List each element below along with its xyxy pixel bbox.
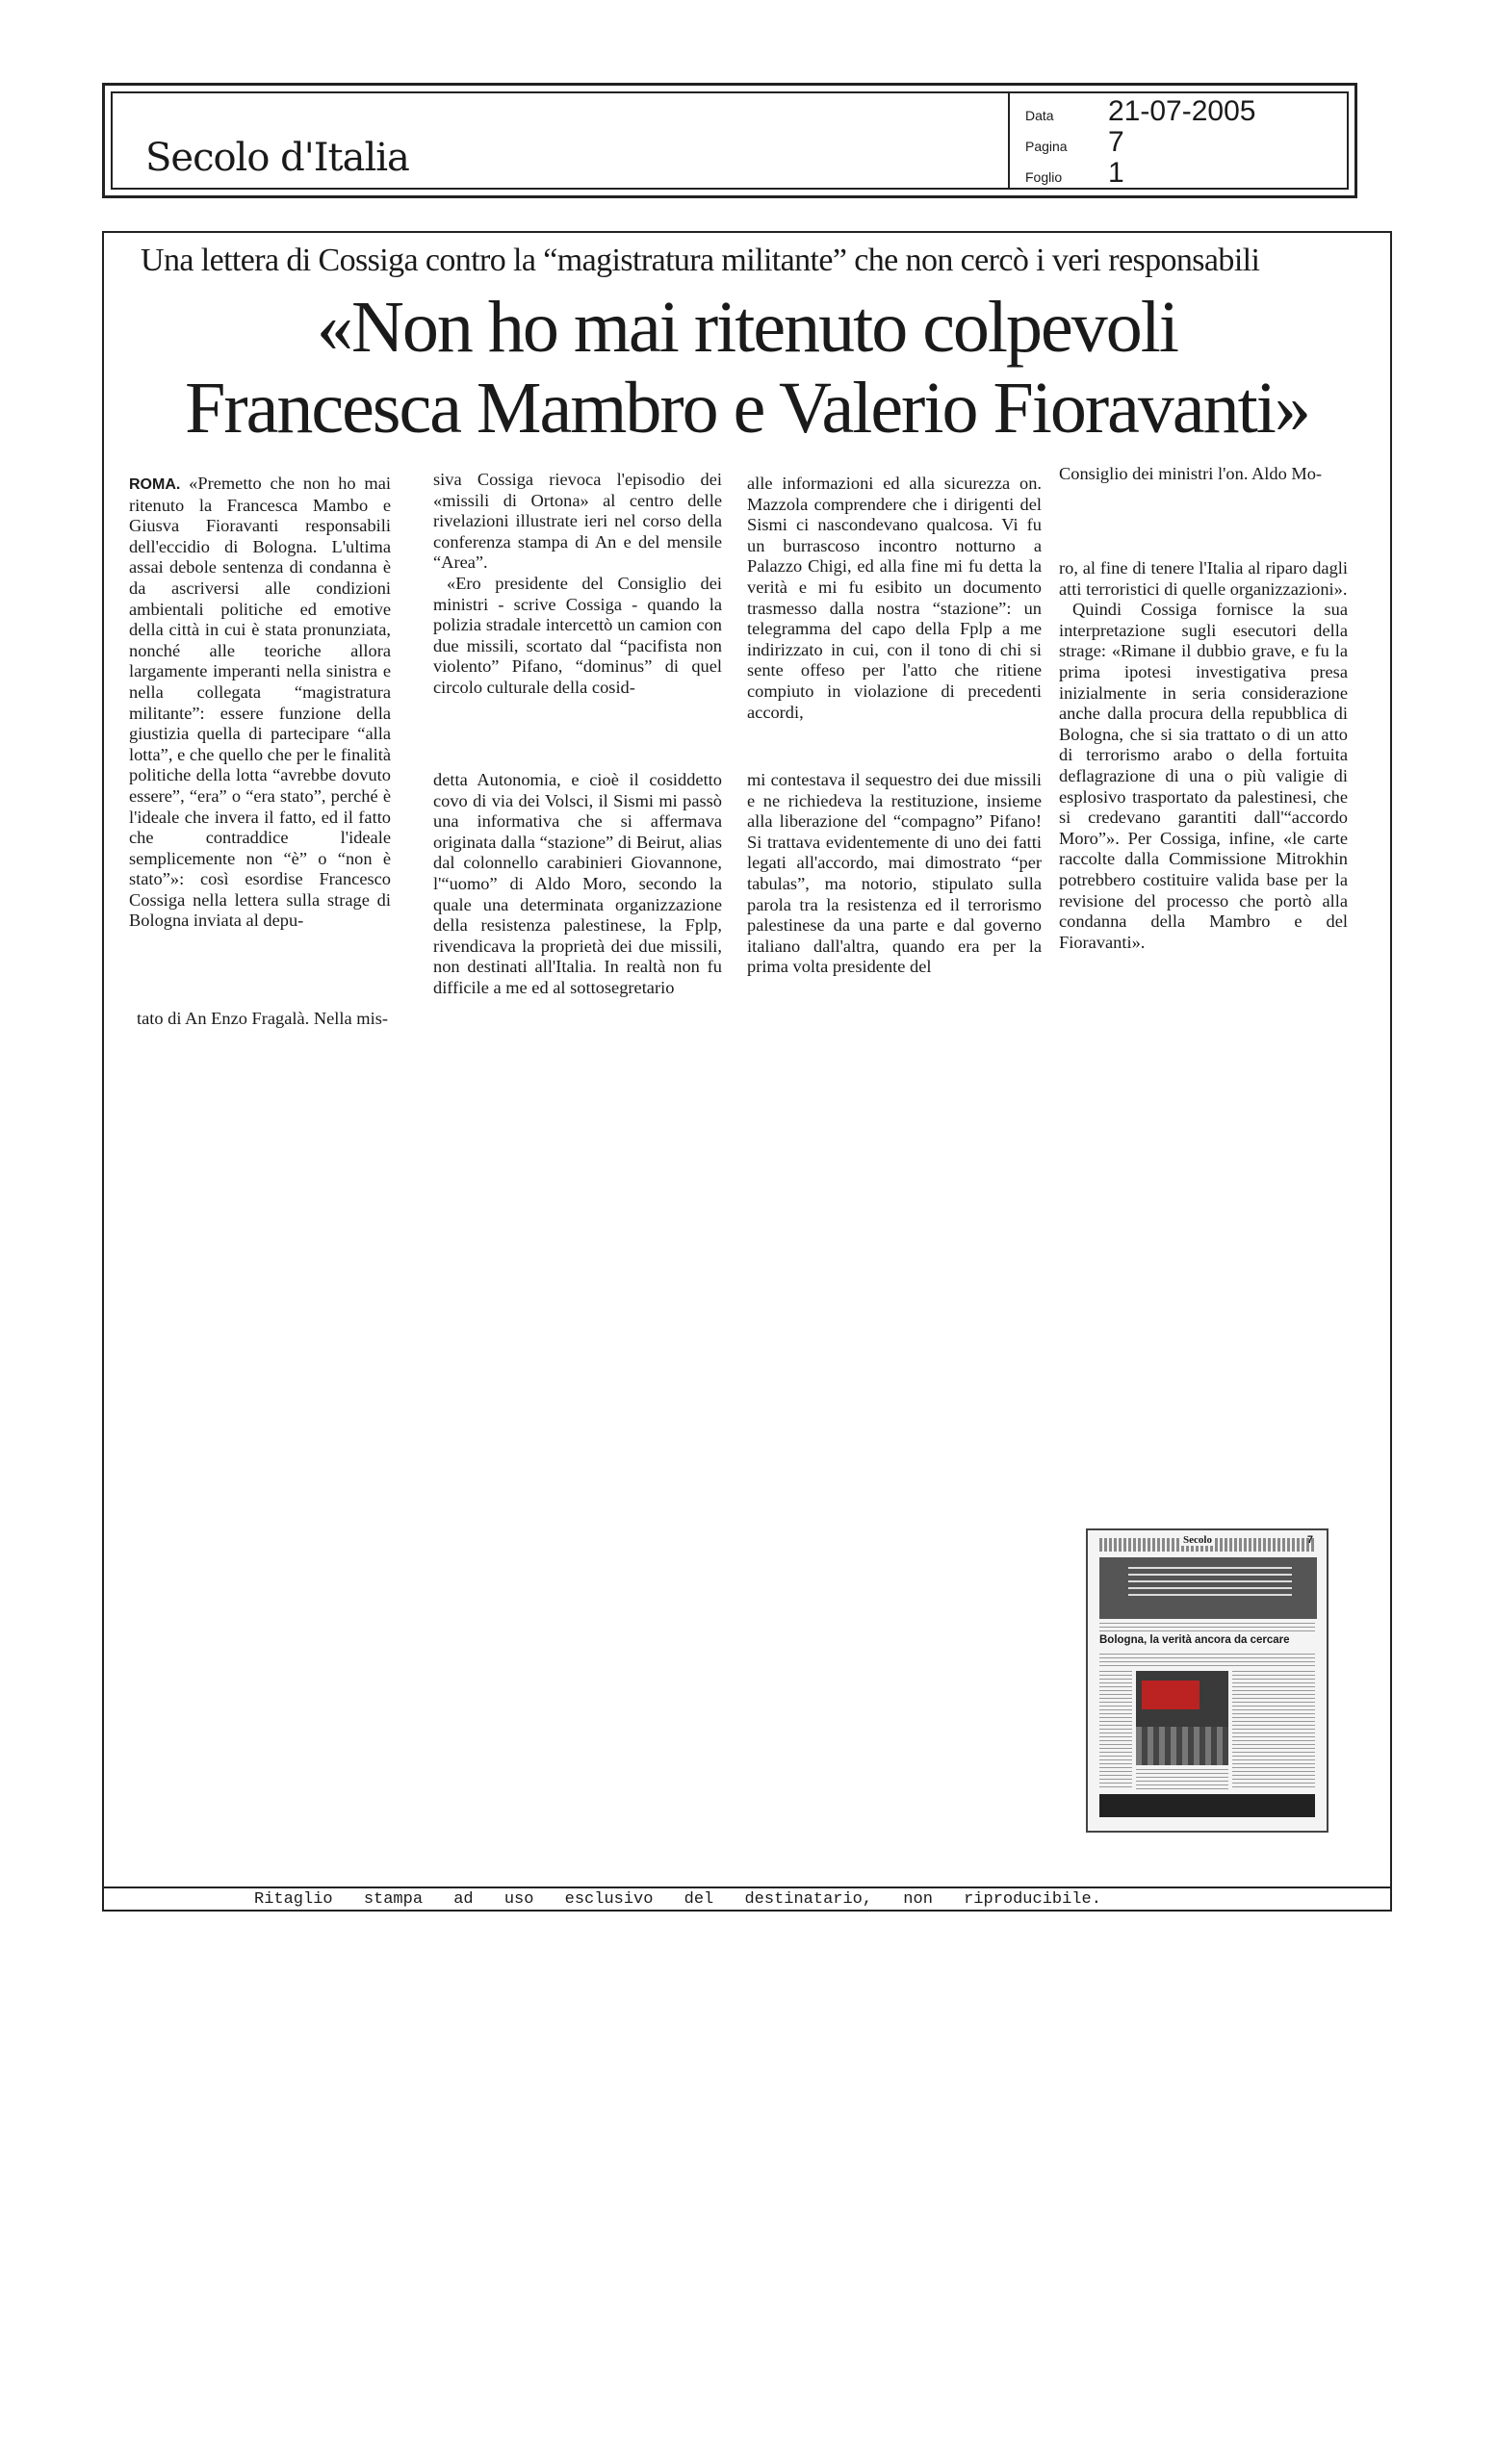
thumbnail-text-block (1232, 1671, 1315, 1790)
header-inner-frame (111, 91, 1349, 190)
column-2-para-2: «Ero presidente del Consiglio dei ministri - scrive Cossiga - quando la polizia stradale intercettò un camion con due missili, scortato dal “pacifista non violento” Pifano, “dominus” di quel circolo culturale della cosid- (433, 573, 722, 697)
meta-page-row (1025, 126, 1124, 159)
thumbnail-text-block (1099, 1623, 1315, 1632)
thumbnail-page-number: 7 (1306, 1534, 1313, 1546)
header-box (102, 83, 1357, 198)
article-column-4 (1059, 464, 1348, 485)
thumbnail-masthead: Secolo (1180, 1534, 1215, 1546)
column-4-para-1: ro, al fine di tenere l'Italia al riparo dagli atti terroristici di quelle organizzazioni». (1059, 558, 1348, 599)
page-thumbnail (1086, 1528, 1328, 1833)
article-column-1-continuation: tato di An Enzo Fragalà. Nella mis- (137, 1009, 388, 1028)
headline-line-2: Francesca Mambro e Valerio Fioravanti» (185, 368, 1309, 449)
meta-sheet-row (1025, 157, 1124, 190)
article-column-3: alle informazioni ed alla sicurezza on. Mazzola comprendere che i dirigenti del Sismi ci nascondevano qualcosa. Vi fu un burrascoso incontro notturno a Palazzo Chigi, ed alla fine mi fu detta la verità e mi fu esibito un documento trasmesso dalla nostra “stazione”: un telegramma del capo della Fplp a me indirizzato in cui, con il tono di chi si sente offeso per l'atto che ritiene compiuto in violazione di precedenti accordi, (747, 474, 1042, 722)
column-4-para-2: Quindi Cossiga fornisce la sua interpretazione sugli esecutori della strage: «Rimane il dubbio grave, e fu la prima ipotesi investigativa presa inizialmente in seria considerazione anche dalla procura della repubblica di Bologna, che si sia trattato o di un atto di terrorismo arabo o della fortuita deflagrazione di una o più valigie di esplosivo trasportato da palestinesi, che si credevano garantiti dall'“accordo Moro”». Per Cossiga, infine, «le carte raccolte dalla Commissione Mitrokhin potrebbero costituire valida base per la revisione del processo che portò alla condanna della Mambro e del Fioravanti». (1059, 600, 1348, 952)
thumbnail-text-block (1136, 1769, 1228, 1790)
meta-date-label: Data (1025, 108, 1054, 123)
reproduction-notice: Ritaglio stampa ad uso esclusivo del destinatario, non riproducibile. (254, 1890, 1101, 1909)
thumbnail-photo-scene (1136, 1727, 1228, 1765)
thumbnail-headline: Bologna, la verità ancora da cercare (1099, 1634, 1290, 1646)
meta-page-value: 7 (1108, 126, 1124, 158)
newspaper-masthead: Secolo d'Italia (145, 136, 409, 180)
thumbnail-text-block (1099, 1654, 1315, 1667)
thumbnail-photo-caption (1142, 1681, 1199, 1709)
thumbnail-footer-band (1099, 1794, 1315, 1817)
thumbnail-clipping-lines (1128, 1567, 1292, 1596)
article-kicker: Una lettera di Cossiga contro la “magistratura militante” che non cercò i veri responsabili (141, 243, 1260, 278)
meta-date-value: 21-07-2005 (1108, 95, 1256, 127)
article-column-4-continuation (1059, 558, 1348, 953)
meta-date-row (1025, 95, 1255, 128)
thumbnail-photo (1136, 1671, 1228, 1765)
meta-sheet-value: 1 (1108, 157, 1124, 189)
column-4-first-line: Consiglio dei ministri l'on. Aldo Mo- (1059, 464, 1323, 483)
article-column-3-continuation: mi contestava il sequestro dei due missili e ne richiedeva la restituzione, insieme alla liberazione del “compagno” Pifano! Si trattava evidentemente di uno dei fatti legati all'accordo, mai dimostrato “per tabulas”, ma notorio, stipulato sulla parola tra la resistenza ed il terrorismo palestinese da una parte e dal governo italiano dall'altra, quando era per la prima volta presidente del (747, 770, 1042, 977)
meta-sheet-label: Foglio (1025, 169, 1063, 185)
article-headline (141, 287, 1354, 449)
column-2-para-1: siva Cossiga rievoca l'episodio dei «missili di Ortona» al centro delle rivelazioni illustrate ieri nel corso della conferenza stampa di An e del mensile “Area”. (433, 470, 722, 573)
column-1-text: «Premetto che non ho mai ritenuto la Francesca Mambo e Giusva Fioravanti responsabili dell'eccidio di Bologna. L'ultima assai debole sentenza di condanna è da ascriversi alle condizioni ambientali politiche ed emotive della città in cui è stata pronunziata, nonché alle teoriche allora largamente imperanti nella sinistra e nella collegata “magistratura militante”: essere funzione della giustizia quella di partecipare “alla lotta”, e che quello che per le finalità politiche della lotta “avrebbe dovuto essere”, “era” o “era stato”, perché è l'ideale che invera il fatto, ed il fatto che contraddice l'ideale semplicemente non “è” o “non è stato”»: così esordise Francesco Cossiga nella lettera sulla strage di Bologna inviata al depu- (129, 474, 391, 931)
thumbnail-clipping-image (1099, 1557, 1317, 1619)
clipping-meta (1008, 93, 1352, 188)
article-column-2-continuation: detta Autonomia, e cioè il cosiddetto covo di via dei Volsci, il Sismi mi passò una informativa che si affermava originata dalla “stazione” di Beirut, alias dal colonnello carabinieri Giovannone, l'“uomo” di Aldo Moro, secondo la quale una determinata organizzazione della resistenza palestinese, la Fplp, rivendicava la proprietà dei due missili, non destinati all'Italia. In realtà non fu difficile a me ed al sottosegretario (433, 770, 722, 997)
thumbnail-text-block (1099, 1671, 1132, 1790)
article-column-2 (433, 470, 722, 699)
meta-page-label: Pagina (1025, 139, 1068, 154)
dateline: ROMA. (129, 476, 181, 493)
article-column-1 (129, 474, 391, 932)
headline-line-1: «Non ho mai ritenuto colpevoli (316, 287, 1178, 368)
